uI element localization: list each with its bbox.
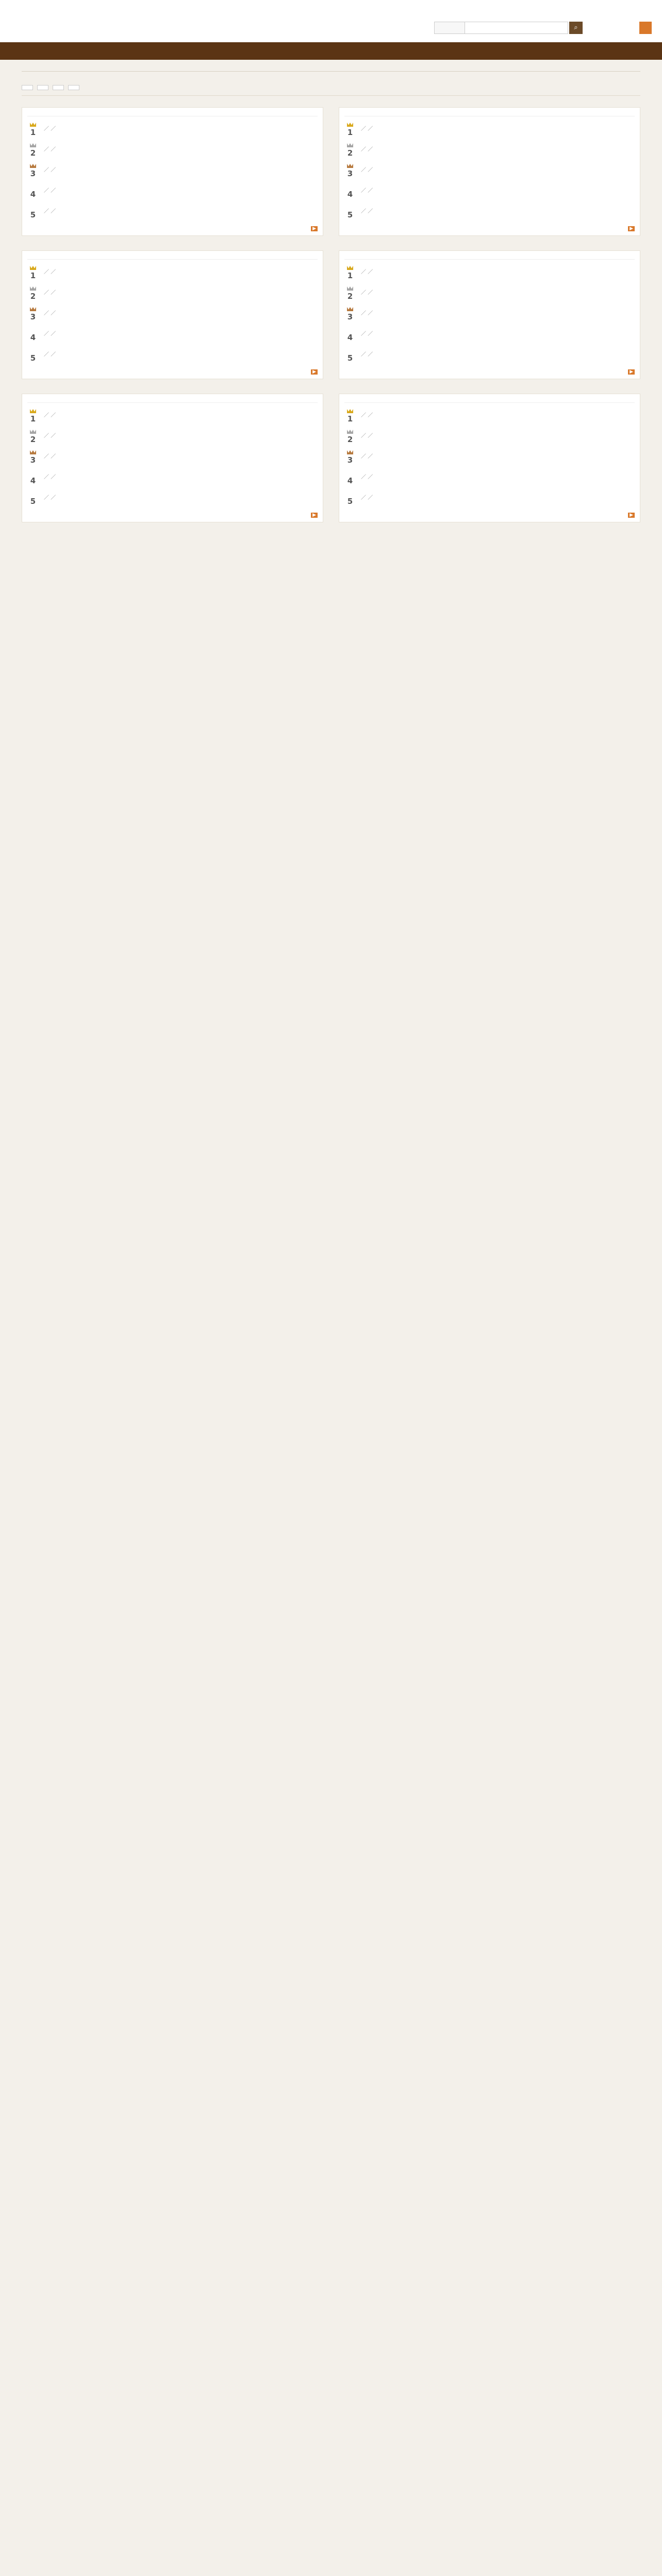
ranking-item: [27, 348, 318, 363]
more-link[interactable]: [27, 368, 318, 375]
novel-meta: ／ ／: [361, 167, 373, 173]
rank-number: 5: [30, 353, 36, 363]
rank-number: 4: [30, 190, 36, 199]
novel-meta: ／ ／: [44, 126, 56, 132]
ranking-card: [339, 107, 640, 236]
crown-icon: [347, 164, 353, 168]
rank-number: 3: [27, 307, 39, 321]
ranking-item: [344, 492, 635, 506]
ranking-item: [27, 409, 318, 423]
rank-number: 5: [30, 210, 36, 219]
rank-number: 4: [347, 190, 353, 199]
ranking-item: [344, 307, 635, 321]
more-link[interactable]: [27, 511, 318, 518]
novel-meta: ／ ／: [44, 188, 56, 194]
search-type-select[interactable]: [434, 22, 465, 34]
more-link[interactable]: [344, 511, 635, 518]
ranking-item: [27, 164, 318, 178]
novel-meta: ／ ／: [44, 311, 56, 316]
ranking-item: [344, 184, 635, 199]
novel-meta: ／ ／: [44, 454, 56, 460]
crown-icon: [347, 123, 353, 127]
rank-number: 4: [347, 333, 353, 342]
rank-number: 3: [27, 450, 39, 465]
site-header: [0, 0, 662, 42]
novel-meta: ／ ／: [44, 495, 56, 501]
ranking-card-title: [27, 399, 318, 403]
novel-meta: ／ ／: [361, 290, 373, 296]
ranking-item: [27, 328, 318, 342]
novel-meta: ／ ／: [361, 311, 373, 316]
ranking-card-title: [344, 399, 635, 403]
tab-overall[interactable]: [22, 85, 33, 90]
ranking-item: [344, 143, 635, 158]
ranking-item: [27, 450, 318, 465]
search-form: [434, 22, 583, 34]
ranking-item: [344, 450, 635, 465]
crown-icon: [30, 409, 36, 413]
ranking-item: [344, 430, 635, 444]
rank-number: 5: [347, 497, 353, 506]
rank-number: 1: [344, 123, 356, 137]
ranking-item: [27, 430, 318, 444]
header-links: [633, 4, 652, 11]
ranking-card-title: [344, 113, 635, 116]
novel-meta: ／ ／: [361, 331, 373, 337]
novel-meta: ／ ／: [361, 352, 373, 358]
crown-icon: [347, 266, 353, 270]
novel-meta: ／ ／: [44, 352, 56, 358]
novel-meta: ／ ／: [44, 147, 56, 152]
ranking-item: [344, 286, 635, 301]
novel-meta: ／ ／: [361, 474, 373, 480]
arrow-right-icon: ▶: [311, 369, 318, 375]
rank-number: 1: [344, 409, 356, 423]
novel-meta: ／ ／: [44, 413, 56, 418]
rank-number: 5: [347, 210, 353, 219]
novel-meta: ／ ／: [44, 433, 56, 439]
search-icon: ⌕: [574, 24, 578, 31]
ranking-item: [27, 266, 318, 280]
rank-number: 4: [30, 476, 36, 485]
novel-meta: ／ ／: [361, 433, 373, 439]
tab-monthly[interactable]: [37, 85, 48, 90]
novel-meta: ／ ／: [361, 413, 373, 418]
rank-number: 5: [347, 353, 353, 363]
ranking-card: [22, 250, 323, 379]
ranking-item: [27, 286, 318, 301]
ranking-grid: [22, 107, 640, 522]
novel-meta: ／ ／: [361, 454, 373, 460]
arrow-right-icon: ▶: [628, 369, 635, 375]
rank-number: 2: [344, 430, 356, 444]
arrow-right-icon: ▶: [628, 226, 635, 231]
crown-icon: [347, 430, 353, 434]
rank-number: 1: [27, 266, 39, 280]
tab-genre[interactable]: [53, 85, 64, 90]
rank-number: 4: [347, 476, 353, 485]
search-input[interactable]: [465, 22, 568, 34]
novel-meta: ／ ／: [44, 290, 56, 296]
ranking-item: [344, 348, 635, 363]
ranking-item: [344, 471, 635, 485]
crown-icon: [30, 286, 36, 291]
novel-meta: ／ ／: [361, 495, 373, 501]
rank-number: 4: [30, 333, 36, 342]
page-title: [22, 67, 640, 72]
crown-icon: [30, 450, 36, 454]
ranking-tabs: [22, 85, 640, 96]
crown-icon: [347, 143, 353, 147]
novel-meta: ／ ／: [361, 209, 373, 214]
arrow-right-icon: ▶: [311, 226, 318, 231]
crown-icon: [30, 266, 36, 270]
rank-number: 3: [344, 164, 356, 178]
rank-number: 5: [30, 497, 36, 506]
rank-number: 2: [27, 286, 39, 301]
crown-icon: [347, 409, 353, 413]
novel-meta: ／ ／: [44, 167, 56, 173]
rank-number: 2: [27, 143, 39, 158]
ranking-item: [344, 409, 635, 423]
tab-isekai[interactable]: [68, 85, 79, 90]
crown-icon: [30, 307, 36, 311]
novel-meta: ／ ／: [361, 147, 373, 152]
ranking-item: [27, 205, 318, 219]
main-nav: [0, 42, 662, 60]
crown-icon: [30, 164, 36, 168]
search-button[interactable]: [569, 22, 583, 34]
ranking-card: [339, 394, 640, 522]
crown-icon: [347, 286, 353, 291]
crown-icon: [30, 123, 36, 127]
crown-icon: [30, 143, 36, 147]
rank-number: 1: [344, 266, 356, 280]
user-register-button[interactable]: [639, 22, 652, 34]
crown-icon: [347, 450, 353, 454]
rank-number: 3: [344, 450, 356, 465]
ranking-card: [339, 250, 640, 379]
crown-icon: [30, 430, 36, 434]
arrow-right-icon: ▶: [628, 513, 635, 518]
ranking-item: [344, 123, 635, 137]
more-link[interactable]: [27, 225, 318, 231]
more-link[interactable]: [344, 225, 635, 231]
ranking-item: [344, 266, 635, 280]
novel-meta: ／ ／: [361, 188, 373, 194]
rank-number: 2: [27, 430, 39, 444]
arrow-right-icon: ▶: [311, 513, 318, 518]
rank-number: 1: [27, 409, 39, 423]
ranking-item: [27, 143, 318, 158]
novel-meta: ／ ／: [361, 269, 373, 275]
more-link[interactable]: [344, 368, 635, 375]
rank-number: 2: [344, 286, 356, 301]
novel-meta: ／ ／: [44, 269, 56, 275]
ranking-card-title: [27, 256, 318, 260]
novel-meta: ／ ／: [44, 331, 56, 337]
main-content: [22, 60, 640, 522]
ranking-item: [27, 123, 318, 137]
ranking-item: [344, 205, 635, 219]
novel-meta: ／ ／: [44, 209, 56, 214]
ranking-item: [27, 307, 318, 321]
rank-number: 2: [344, 143, 356, 158]
novel-meta: ／ ／: [44, 474, 56, 480]
crown-icon: [347, 307, 353, 311]
ranking-card: [22, 394, 323, 522]
novel-meta: ／ ／: [361, 126, 373, 132]
ranking-item: [27, 184, 318, 199]
ranking-item: [344, 164, 635, 178]
rank-number: 3: [27, 164, 39, 178]
rank-number: 3: [344, 307, 356, 321]
ranking-card-title: [27, 113, 318, 116]
rank-number: 1: [27, 123, 39, 137]
ranking-item: [344, 328, 635, 342]
ranking-item: [27, 471, 318, 485]
ranking-card-title: [344, 256, 635, 260]
ranking-sections: [22, 107, 640, 522]
ranking-item: [27, 492, 318, 506]
ranking-card: [22, 107, 323, 236]
